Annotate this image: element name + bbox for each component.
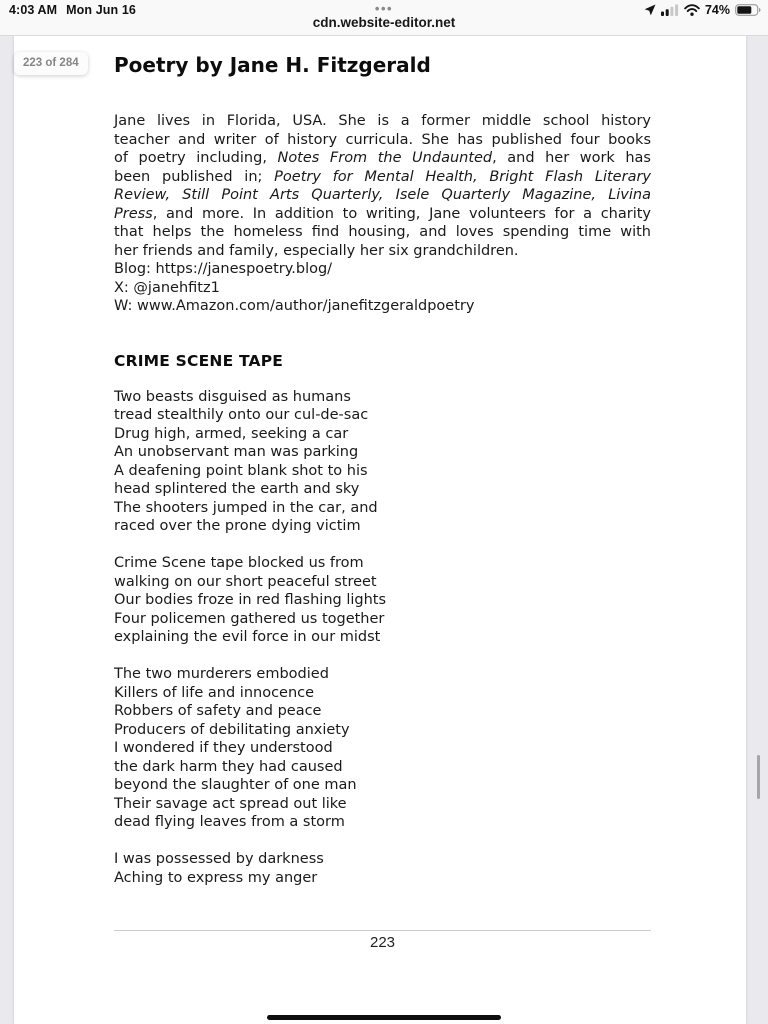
footer-divider xyxy=(114,930,651,931)
poem-line: I was possessed by darkness xyxy=(114,851,324,867)
bio-line: X: @janehfitz1 xyxy=(114,279,220,296)
author-bio xyxy=(114,112,651,316)
address-bar[interactable]: cdn.website-editor.net xyxy=(312,14,456,30)
pdf-page xyxy=(14,36,746,1024)
pdf-viewer xyxy=(0,36,768,1024)
poem-line: Their savage act spread out like xyxy=(114,795,347,812)
bio-line: W: www.Amazon.com/author/janefitzgeraldpoetry xyxy=(114,298,475,314)
home-indicator[interactable] xyxy=(267,1015,501,1021)
poem-line: the dark harm they had caused xyxy=(114,758,343,775)
poem-line: Two beasts disguised as humans xyxy=(114,388,351,405)
poem-stanza xyxy=(114,388,651,536)
bio-line: been published in; Poetry for Mental Health, Bright Flash Literary xyxy=(114,168,651,185)
bio-line: teacher and writer of history curricula. She has published four books xyxy=(114,131,651,148)
cellular-signal-icon xyxy=(661,4,679,16)
poem-line: head splintered the earth and sky xyxy=(114,481,360,497)
safari-toolbar xyxy=(0,0,768,36)
status-date: Mon Jun 16 xyxy=(66,3,136,17)
poem-line: Producers of debilitating anxiety xyxy=(114,721,350,738)
location-arrow-icon xyxy=(644,4,656,16)
status-time-date xyxy=(9,3,136,17)
bio-line: that helps the homeless find housing, and loves spending time with xyxy=(114,224,651,240)
bio-line: Press, and more. In addition to writing, Jane volunteers for a charity xyxy=(114,205,651,222)
poem-line: raced over the prone dying victim xyxy=(114,518,361,534)
poem-line: Killers of life and innocence xyxy=(114,684,315,701)
page-indicator-badge[interactable]: 223 of 284 xyxy=(14,52,88,75)
poem-line: walking on our short peaceful street xyxy=(114,573,377,590)
poem-body xyxy=(114,388,651,888)
poem-line: dead flying leaves from a storm xyxy=(114,814,345,830)
poem-stanza xyxy=(114,665,651,832)
poem-stanza xyxy=(114,850,651,887)
poem-line: I wondered if they understood xyxy=(114,740,333,756)
poem-line: tread stealthily onto our cul-de-sac xyxy=(114,407,369,423)
poem-line: Drug high, armed, seeking a car xyxy=(114,425,349,442)
status-time: 4:03 AM xyxy=(9,3,58,17)
scrollbar-thumb[interactable] xyxy=(757,755,760,799)
battery-icon xyxy=(735,4,761,16)
bio-line: Review, Still Point Arts Quarterly, Isele Quarterly Magazine, Livina xyxy=(114,187,651,203)
poem-line: explaining the evil force in our midst xyxy=(114,629,381,645)
poem-line: Our bodies froze in red flashing lights xyxy=(114,592,387,608)
poem-line: Aching to express my anger xyxy=(114,869,318,886)
footer-page-number: 223 xyxy=(369,934,396,951)
bio-line: Blog: https://janespoetry.blog/ xyxy=(114,261,333,277)
poem-line: Robbers of safety and peace xyxy=(114,703,322,719)
poem-title: CRIME SCENE TAPE xyxy=(114,351,284,370)
poem-line: The two murderers embodied xyxy=(114,666,329,682)
bio-line: of poetry including, Notes From the Undaunted, and her work has xyxy=(114,150,651,166)
poem-line: Crime Scene tape blocked us from xyxy=(114,555,364,571)
poem-line: An unobservant man was parking xyxy=(114,444,359,460)
poem-line: beyond the slaughter of one man xyxy=(114,777,357,793)
poem-line: A deafening point blank shot to his xyxy=(114,462,368,479)
poem-stanza xyxy=(114,554,651,647)
bio-line: her friends and family, especially her six grandchildren. xyxy=(114,242,519,259)
wifi-icon xyxy=(684,4,700,16)
bio-line: Jane lives in Florida, USA. She is a former middle school history xyxy=(114,113,651,129)
poem-line: Four policemen gathered us together xyxy=(114,610,385,627)
poem-line: The shooters jumped in the car, and xyxy=(114,499,378,516)
battery-percent-label: 74% xyxy=(704,3,730,17)
toolbar-overflow-dots-icon[interactable]: ••• xyxy=(374,1,394,16)
status-icons xyxy=(644,3,761,17)
document-title: Poetry by Jane H. Fitzgerald xyxy=(114,53,431,77)
